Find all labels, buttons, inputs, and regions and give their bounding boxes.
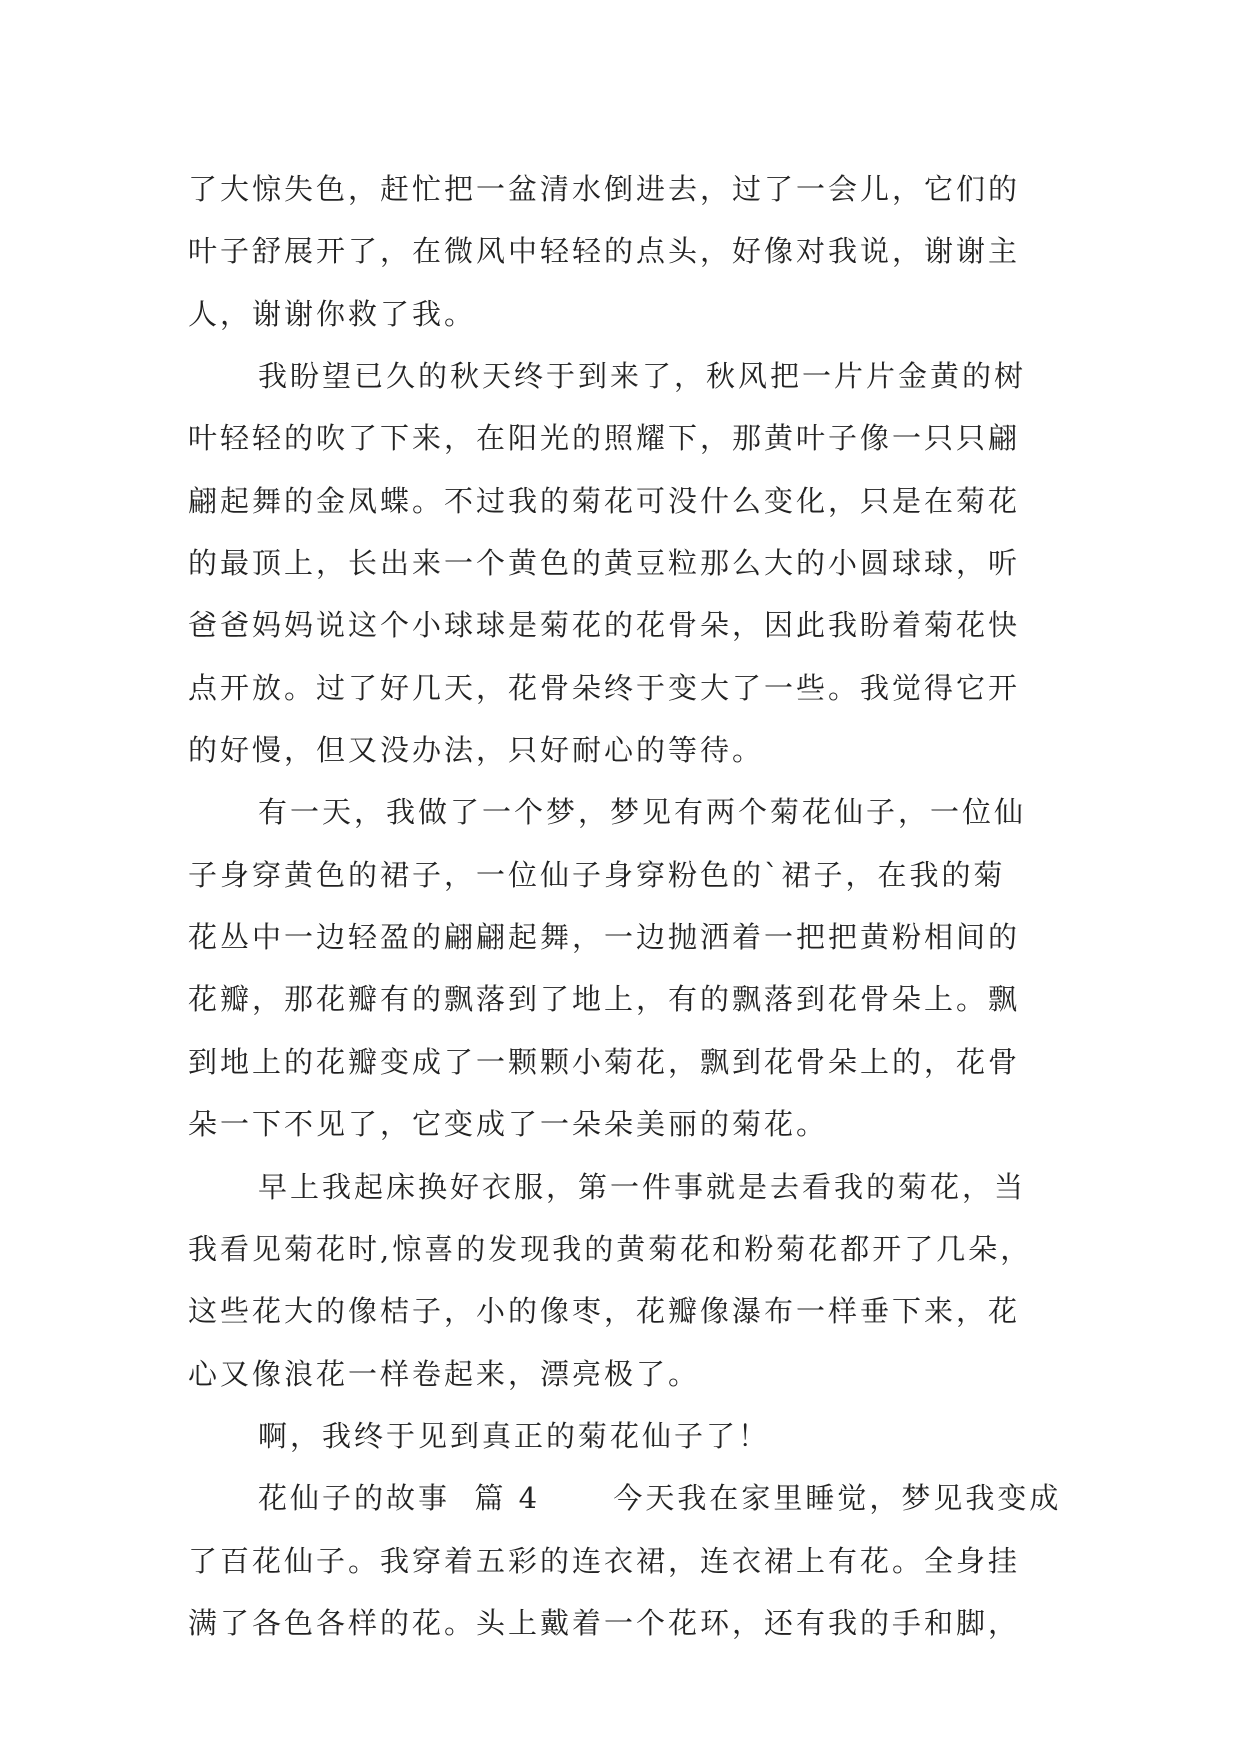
body-text (188, 158, 1068, 1654)
text-line: 有一天，我做了一个梦，梦见有两个菊花仙子，一位仙 (258, 795, 1027, 830)
text-line: 了百花仙子。我穿着五彩的连衣裙，连衣裙上有花。全身挂 (188, 1543, 1021, 1578)
text-line: 我看见菊花时,惊喜的发现我的黄菊花和粉菊花都开了几朵， (188, 1231, 1033, 1266)
text-line: 的最顶上，长出来一个黄色的黄豆粒那么大的小圆球球，听 (188, 546, 1021, 581)
text-line: 人，谢谢你救了我。 (188, 296, 477, 331)
text-line: 点开放。过了好几天，花骨朵终于变大了一些。我觉得它开 (188, 670, 1021, 705)
text-line: 翩起舞的金凤蝶。不过我的菊花可没什么变化，只是在菊花 (188, 483, 1021, 518)
text-line: 爸爸妈妈说这个小球球是菊花的花骨朵，因此我盼着菊花快 (188, 608, 1021, 643)
text-line: 早上我起床换好衣服，第一件事就是去看我的菊花，当 (258, 1169, 1027, 1204)
text-line: 叶子舒展开了，在微风中轻轻的点头，好像对我说，谢谢主 (188, 234, 1021, 269)
text-line: 了大惊失色，赶忙把一盆清水倒进去，过了一会儿，它们的 (188, 172, 1021, 206)
text-line: 心又像浪花一样卷起来，漂亮极了。 (188, 1356, 701, 1391)
text-line: 花丛中一边轻盈的翩翩起舞，一边抛洒着一把把黄粉相间的 (188, 920, 1021, 955)
text-line: 的好慢，但又没办法，只好耐心的等待。 (188, 733, 765, 768)
text-line: 朵一下不见了，它变成了一朵朵美丽的菊花。 (188, 1107, 829, 1142)
text-line: 叶轻轻的吹了下来，在阳光的照耀下，那黄叶子像一只只翩 (188, 421, 1021, 456)
text-line: 啊，我终于见到真正的菊花仙子了！ (258, 1418, 771, 1453)
text-line: 我盼望已久的秋天终于到来了，秋风把一片片金黄的树 (258, 359, 1027, 394)
text-line: 子身穿黄色的裙子，一位仙子身穿粉色的`裙子，在我的菊 (188, 857, 1006, 892)
text-line: 到地上的花瓣变成了一颗颗小菊花，飘到花骨朵上的，花骨 (188, 1044, 1021, 1079)
text-line: 花瓣，那花瓣有的飘落到了地上，有的飘落到花骨朵上。飘 (188, 982, 1021, 1017)
text-line: 花仙子的故事 篇 4 今天我在家里睡觉，梦见我变成 (258, 1481, 1062, 1516)
text-line: 这些花大的像桔子，小的像枣，花瓣像瀑布一样垂下来，花 (188, 1294, 1021, 1329)
text-line: 满了各色各样的花。头上戴着一个花环，还有我的手和脚， (188, 1605, 1021, 1640)
